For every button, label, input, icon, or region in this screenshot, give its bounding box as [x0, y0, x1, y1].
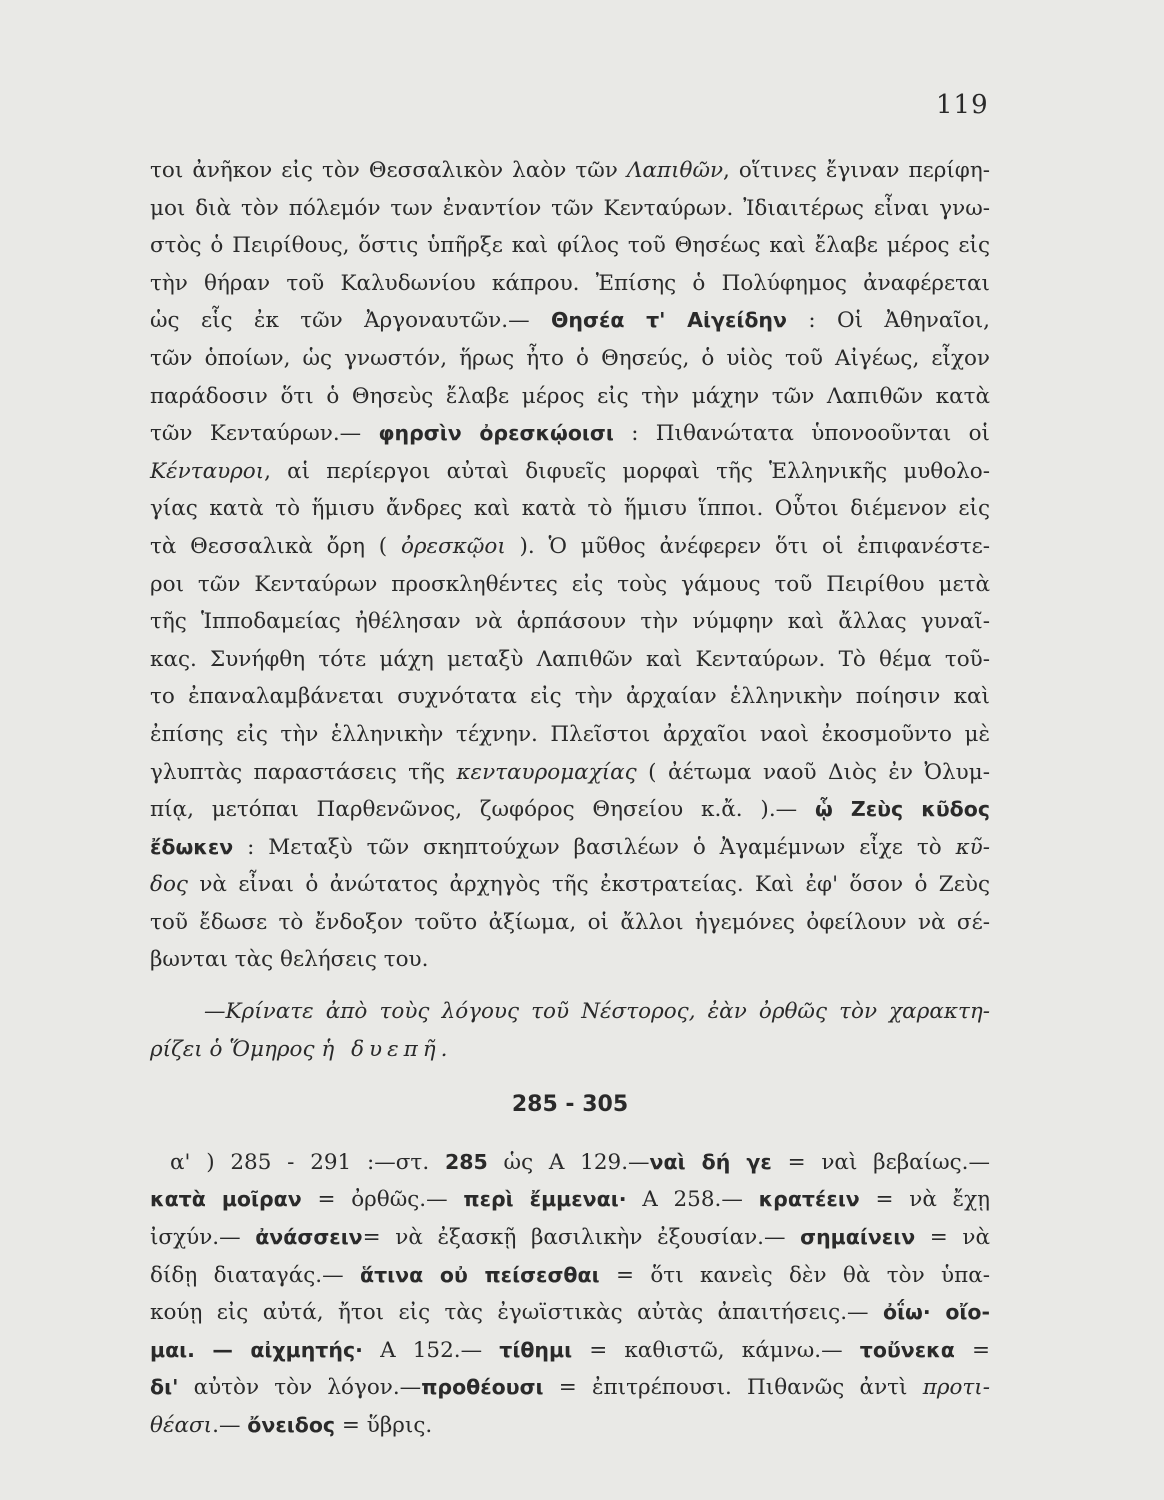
commentary-line: κατὰ μοῖραν = ὀρθῶς.— περὶ ἔμμεναι· Α 258.— κρατέειν = νὰ ἔχῃ: [150, 1187, 991, 1213]
text-line: πίᾳ, μετόπαι Παρθενῶνος, ζωφόρος Θησείου κ.ἄ. ).— ᾧ Ζεὺς κῦδος: [150, 797, 990, 823]
text-line: παράδοσιν ὅτι ὁ Θησεὺς ἔλαβε μέρος εἰς τὴν μάχην τῶν Λαπιθῶν κατὰ: [150, 383, 990, 409]
text-line: τῆς Ἱπποδαμείας ἠθέλησαν νὰ ἁρπάσουν τὴν νύμφην καὶ ἄλλας γυναῖ-: [150, 609, 990, 635]
commentary-line: δίδῃ διαταγάς.— ἅτινα οὐ πείσεσθαι = ὅτι κανεὶς δὲν θὰ τὸν ὑπα-: [150, 1262, 990, 1288]
text-line: Κένταυροι, αἱ περίεργοι αὐταὶ διφυεῖς μορφαὶ τῆς Ἑλληνικῆς μυθολο-: [150, 458, 990, 484]
commentary-line: θέασι.— ὄνειδος = ὕβρις.: [150, 1413, 433, 1438]
page-number: 119: [936, 90, 989, 120]
text-line: ἐπίσης εἰς τὴν ἑλληνικὴν τέχνην. Πλεῖστοι ἀρχαῖοι ναοὶ ἐκοσμοῦντο μὲ: [150, 721, 990, 747]
text-line: γλυπτὰς παραστάσεις τῆς κενταυρομαχίας ( ἀέτωμα ναοῦ Διὸς ἐν Ὀλυμ-: [150, 759, 990, 785]
question-line: —Κρίνατε ἀπὸ τοὺς λόγους τοῦ Νέστορος, ἐὰν ὀρθῶς τὸν χαρακτη-: [204, 999, 990, 1025]
text-line: γίας κατὰ τὸ ἥμισυ ἄνδρες καὶ κατὰ τὸ ἥμισυ ἵπποι. Οὗτοι διέμενον εἰς: [150, 496, 990, 522]
text-line: τοι ἀνῆκον εἰς τὸν Θεσσαλικὸν λαὸν τῶν Λαπιθῶν, οἵτινες ἔγιναν περίφη-: [150, 158, 990, 183]
commentary-line: μαι. — αἰχμητής· Α 152.— τίθημι = καθιστῶ, κάμνω.— τοὔνεκα =: [150, 1337, 990, 1363]
text-line: τὰ Θεσσαλικὰ ὄρη ( ὀρεσκῷοι ). Ὁ μῦθος ἀνέφερεν ὅτι οἱ ἐπιφανέστε-: [150, 533, 990, 559]
commentary-line: α' ) 285 - 291 :—στ. 285 ὡς Α 129.—ναὶ δή γε = ναὶ βεβαίως.—: [170, 1149, 991, 1175]
commentary-line: ἰσχύν.— ἀνάσσειν= νὰ ἐξασκῇ βασιλικὴν ἐξουσίαν.— σημαίνειν = νὰ: [150, 1225, 990, 1251]
text-line: τὴν θήραν τοῦ Καλυδωνίου κάπρου. Ἐπίσης ὁ Πολύφημος ἀναφέρεται: [150, 270, 990, 296]
text-line: το ἐπαναλαμβάνεται συχνότατα εἰς τὴν ἀρχαίαν ἑλληνικὴν ποίησιν καὶ: [150, 684, 990, 710]
text-line: τῶν ὁποίων, ὡς γνωστόν, ἥρως ἦτο ὁ Θησεύς, ὁ υἱὸς τοῦ Αἰγέως, εἶχον: [150, 345, 990, 371]
text-line: κας. Συνήφθη τότε μάχη μεταξὺ Λαπιθῶν καὶ Κενταύρων. Τὸ θέμα τοῦ-: [150, 646, 990, 672]
body-text: [150, 152, 990, 1445]
commentary-line: κούῃ εἰς αὐτά, ἤτοι εἰς τὰς ἐγωϊστικὰς αὐτὰς ἀπαιτήσεις.— ὀΐω· οἴο-: [150, 1300, 990, 1326]
text-line: βωνται τὰς θελήσεις του.: [150, 947, 429, 973]
text-line: ἔδωκεν : Μεταξὺ τῶν σκηπτούχων βασιλέων ὁ Ἀγαμέμνων εἶχε τὸ κῦ-: [150, 834, 990, 860]
text-line: δος νὰ εἶναι ὁ ἀνώτατος ἀρχηγὸς τῆς ἐκστρατείας. Καὶ ἐφ' ὅσον ὁ Ζεὺς: [150, 872, 990, 898]
spacer: [150, 979, 990, 993]
text-line: τοῦ ἔδωσε τὸ ἔνδοξον τοῦτο ἀξίωμα, οἱ ἄλλοι ἡγεμόνες ὀφείλουν νὰ σέ-: [150, 909, 990, 935]
section-heading: 285 - 305: [511, 1092, 629, 1118]
question-line: ρίζει ὁ Ὅμηρος ἡ δυεπῆ.: [150, 1036, 453, 1062]
text-line: ὡς εἷς ἐκ τῶν Ἀργοναυτῶν.— Θησέα τ' Αἰγείδην : Οἱ Ἀθηναῖοι,: [150, 308, 990, 334]
text-line: στὸς ὁ Πειρίθους, ὅστις ὑπῆρξε καὶ φίλος τοῦ Θησέως καὶ ἔλαβε μέρος εἰς: [150, 233, 990, 259]
text-line: μοι διὰ τὸν πόλεμόν των ἐναντίον τῶν Κενταύρων. Ἰδιαιτέρως εἶναι γνω-: [150, 195, 990, 221]
commentary-line: δι' αὐτὸν τὸν λόγον.—προθέουσι = ἐπιτρέπουσι. Πιθανῶς ἀντὶ προτι-: [150, 1375, 990, 1401]
text-line: ροι τῶν Κενταύρων προσκληθέντες εἰς τοὺς γάμους τοῦ Πειρίθου μετὰ: [150, 571, 990, 597]
text-line: τῶν Κενταύρων.— φηρσὶν ὀρεσκῴοισι : Πιθανώτατα ὑπονοοῦνται οἱ: [150, 421, 990, 447]
